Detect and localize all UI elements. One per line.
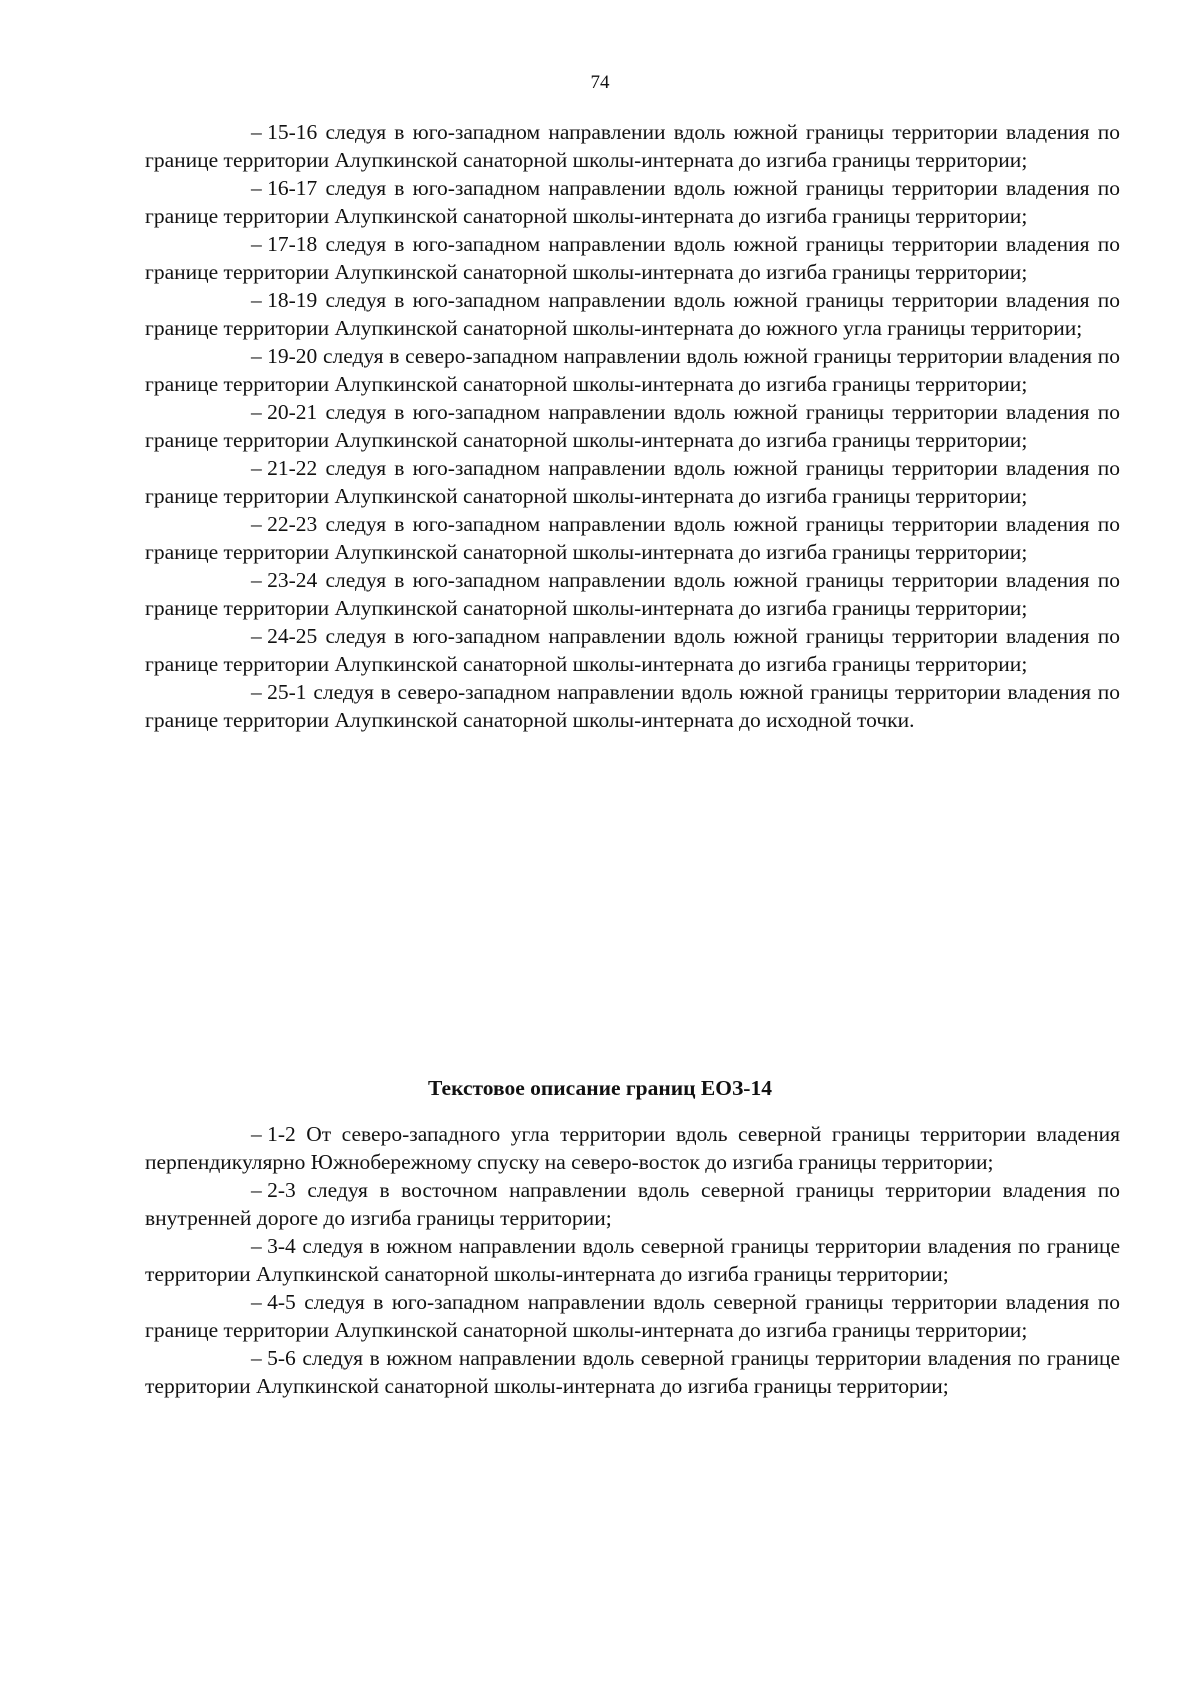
section-heading: Текстовое описание границ ЕОЗ-14 (428, 1076, 772, 1100)
segment-number: – 5-6 (251, 1346, 296, 1370)
segment-description: следуя в восточном направлении вдоль северной границы территории владения по внутренней дороге до изгиба границы территории; (145, 1178, 1120, 1230)
boundary-item (145, 399, 1120, 454)
boundary-item (145, 1345, 1120, 1400)
segment-number: – 20-21 (251, 400, 318, 424)
boundary-item (145, 623, 1120, 678)
segment-number: – 18-19 (251, 288, 318, 312)
boundary-item (145, 175, 1120, 230)
boundary-item (145, 1289, 1120, 1344)
boundary-item (145, 455, 1120, 510)
segment-number: – 23-24 (251, 568, 318, 592)
segment-number: – 25-1 (251, 680, 307, 704)
boundary-item (145, 511, 1120, 566)
segment-number: – 24-25 (251, 624, 318, 648)
segment-number: – 3-4 (251, 1234, 296, 1258)
boundary-item (145, 1121, 1120, 1176)
segment-description: следуя в юго-западном направлении вдоль южной границы территории владения по границе территории Алупкинской санаторной школы-интерната до изгиба границы территории; (145, 232, 1120, 284)
segment-description: следуя в южном направлении вдоль северной границы территории владения по границе территории Алупкинской санаторной школы-интерната до изгиба границы территории; (145, 1346, 1120, 1398)
segment-description: следуя в юго-западном направлении вдоль южной границы территории владения по границе территории Алупкинской санаторной школы-интерната до изгиба границы территории; (145, 568, 1120, 620)
boundary-item (145, 231, 1120, 286)
segment-description: следуя в юго-западном направлении вдоль южной границы территории владения по границе территории Алупкинской санаторной школы-интерната до южного угла границы территории; (145, 288, 1120, 340)
segment-description: следуя в юго-западном направлении вдоль южной границы территории владения по границе территории Алупкинской санаторной школы-интерната до изгиба границы территории; (145, 120, 1120, 172)
segment-description: От северо-западного угла территории вдоль северной границы территории владения перпендикулярно Южнобережному спуску на северо-восток до изгиба границы территории; (145, 1122, 1120, 1174)
segment-number: – 1-2 (251, 1122, 296, 1146)
segment-number: – 16-17 (251, 176, 318, 200)
boundary-item (145, 287, 1120, 342)
boundary-item (145, 1177, 1120, 1232)
segment-description: следуя в юго-западном направлении вдоль южной границы территории владения по границе территории Алупкинской санаторной школы-интерната до изгиба границы территории; (145, 400, 1120, 452)
segment-number: – 17-18 (251, 232, 318, 256)
segment-number: – 22-23 (251, 512, 318, 536)
boundary-item (145, 343, 1120, 398)
segment-number: – 4-5 (251, 1290, 296, 1314)
segment-number: – 15-16 (251, 120, 318, 144)
page-number: 74 (590, 72, 610, 93)
segment-number: – 19-20 (251, 344, 318, 368)
segment-description: следуя в северо-западном направлении вдоль южной границы территории владения по границе территории Алупкинской санаторной школы-интерната до изгиба границы территории; (145, 344, 1120, 396)
segment-description: следуя в юго-западном направлении вдоль южной границы территории владения по границе территории Алупкинской санаторной школы-интерната до изгиба границы территории; (145, 456, 1120, 508)
segment-description: следуя в северо-западном направлении вдоль южной границы территории владения по границе территории Алупкинской санаторной школы-интерната до исходной точки. (145, 680, 1120, 732)
segment-description: следуя в юго-западном направлении вдоль южной границы территории владения по границе территории Алупкинской санаторной школы-интерната до изгиба границы территории; (145, 176, 1120, 228)
boundary-list-section (145, 1121, 1120, 1401)
segment-number: – 21-22 (251, 456, 318, 480)
segment-description: следуя в юго-западном направлении вдоль южной границы территории владения по границе территории Алупкинской санаторной школы-интерната до изгиба границы территории; (145, 512, 1120, 564)
boundary-list-section (145, 119, 1120, 735)
boundary-item (145, 567, 1120, 622)
segment-description: следуя в юго-западном направлении вдоль южной границы территории владения по границе территории Алупкинской санаторной школы-интерната до изгиба границы территории; (145, 624, 1120, 676)
segment-number: – 2-3 (251, 1178, 296, 1202)
segment-description: следуя в юго-западном направлении вдоль северной границы территории владения по границе территории Алупкинской санаторной школы-интерната до изгиба границы территории; (145, 1290, 1120, 1342)
boundary-item (145, 679, 1120, 734)
boundary-item (145, 1233, 1120, 1288)
segment-description: следуя в южном направлении вдоль северной границы территории владения по границе территории Алупкинской санаторной школы-интерната до изгиба границы территории; (145, 1234, 1120, 1286)
boundary-item (145, 119, 1120, 174)
